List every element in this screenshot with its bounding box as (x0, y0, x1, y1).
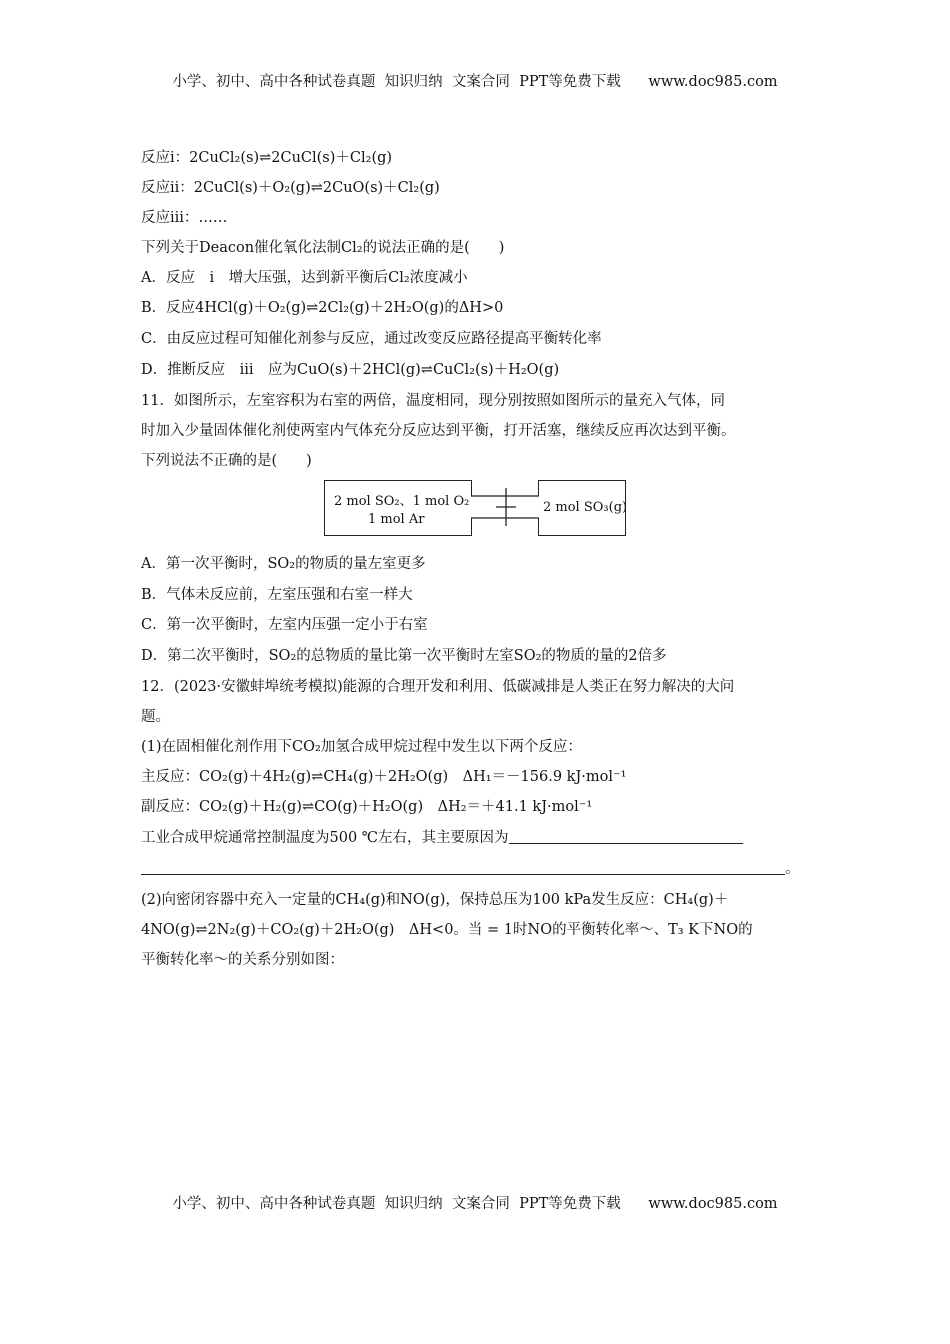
q12-main-reaction: 主反应：CO₂(g)＋4H₂(g)⇌CH₄(g)＋2H₂O(g) ΔH₁＝－156.9 kJ·mol⁻¹ (141, 769, 627, 785)
reaction-iii-equation: …… (198, 210, 228, 226)
q12-part2-line-3: 平衡转化率～的关系分别如图： (141, 952, 344, 968)
q12-stem-line-1: 12．(2023·安徽蚌埠统考模拟)能源的合理开发和利用、低碳减排是人类正在努力解决的大问 (141, 679, 735, 695)
q12-part1-intro: (1)在固相催化剂作用下CO₂加氢合成甲烷过程中发生以下两个反应： (141, 739, 582, 755)
industry-question-text: 工业合成甲烷通常控制温度为500 ℃左右，其主要原因为 (141, 830, 509, 846)
q11-option-b: B．气体未反应前，左室压强和右室一样大 (141, 587, 413, 603)
answer-blank-2[interactable] (141, 860, 785, 875)
answer-blank-1[interactable] (509, 829, 743, 844)
q11-option-a: A．第一次平衡时，SO₂的物质的量左室更多 (141, 556, 426, 572)
q12-answer-line (141, 857, 800, 878)
q12-part2-line-1: (2)向密闭容器中充入一定量的CH₄(g)和NO(g)，保持总压为100 kPa发生反应：CH₄(g)＋ (141, 892, 729, 908)
q12-part2-line-2: 4NO(g)⇌2N₂(g)＋CO₂(g)＋2H₂O(g) ΔH<0。当 = 1时NO的平衡转化率～、T₃ K下NO的 (141, 922, 753, 938)
q10-stem: 下列关于Deacon催化氧化法制Cl₂的说法正确的是( ) (141, 240, 505, 256)
reaction-i (141, 146, 392, 167)
page-footer: 小学、初中、高中各种试卷真题 知识归纳 文案合同 PPT等免费下载 www.doc985.com (172, 1196, 778, 1212)
page-header: 小学、初中、高中各种试卷真题 知识归纳 文案合同 PPT等免费下载 www.doc985.com (172, 74, 778, 90)
reaction-ii-equation: 2CuCl(s)＋O₂(g)⇌2CuO(s)＋Cl₂(g) (193, 180, 440, 196)
q11-stem-line-2: 时加入少量固体催化剂使两室内气体充分反应达到平衡，打开活塞，继续反应再次达到平衡。 (141, 423, 736, 439)
reaction-iii-label: 反应ⅲ： (141, 210, 199, 226)
q10-option-a: A．反应 ⅰ 增大压强，达到新平衡后Cl₂浓度减小 (141, 270, 468, 286)
q12-stem-line-2: 题。 (141, 709, 170, 725)
left-chamber-label-2: 1 mol Ar (368, 512, 425, 527)
reaction-iii (141, 206, 227, 227)
right-chamber-label: 2 mol SO₃(g) (543, 500, 628, 515)
q11-option-d: D．第二次平衡时，SO₂的总物质的量比第一次平衡时左室SO₂的物质的量的2倍多 (141, 648, 667, 664)
q11-option-c: C．第一次平衡时，左室内压强一定小于右室 (141, 617, 428, 633)
reaction-i-label: 反应ⅰ： (141, 150, 190, 166)
q11-stem-line-1: 11．如图所示，左室容积为右室的两倍，温度相同，现分别按照如图所示的量充入气体，同 (141, 393, 725, 409)
q10-option-c: C．由反应过程可知催化剂参与反应，通过改变反应路径提高平衡转化率 (141, 331, 602, 347)
q10-option-b: B．反应4HCl(g)＋O₂(g)⇌2Cl₂(g)＋2H₂O(g)的ΔH>0 (141, 300, 504, 316)
reaction-ii (141, 176, 440, 197)
q12-side-reaction: 副反应：CO₂(g)＋H₂(g)⇌CO(g)＋H₂O(g) ΔH₂＝＋41.1 kJ·mol⁻¹ (141, 799, 593, 815)
sentence-end-mark: 。 (785, 861, 800, 877)
q12-industry-question (141, 826, 743, 847)
q11-stem-line-3: 下列说法不正确的是( ) (141, 453, 312, 469)
q10-option-d: D．推断反应 ⅲ 应为CuO(s)＋2HCl(g)⇌CuCl₂(s)＋H₂O(g) (141, 362, 560, 378)
two-chamber-diagram (324, 480, 626, 536)
reaction-ii-label: 反应ⅱ： (141, 180, 194, 196)
left-chamber-label-1: 2 mol SO₂、1 mol O₂ (334, 494, 470, 509)
reaction-i-equation: 2CuCl₂(s)⇌2CuCl(s)＋Cl₂(g) (189, 150, 393, 166)
